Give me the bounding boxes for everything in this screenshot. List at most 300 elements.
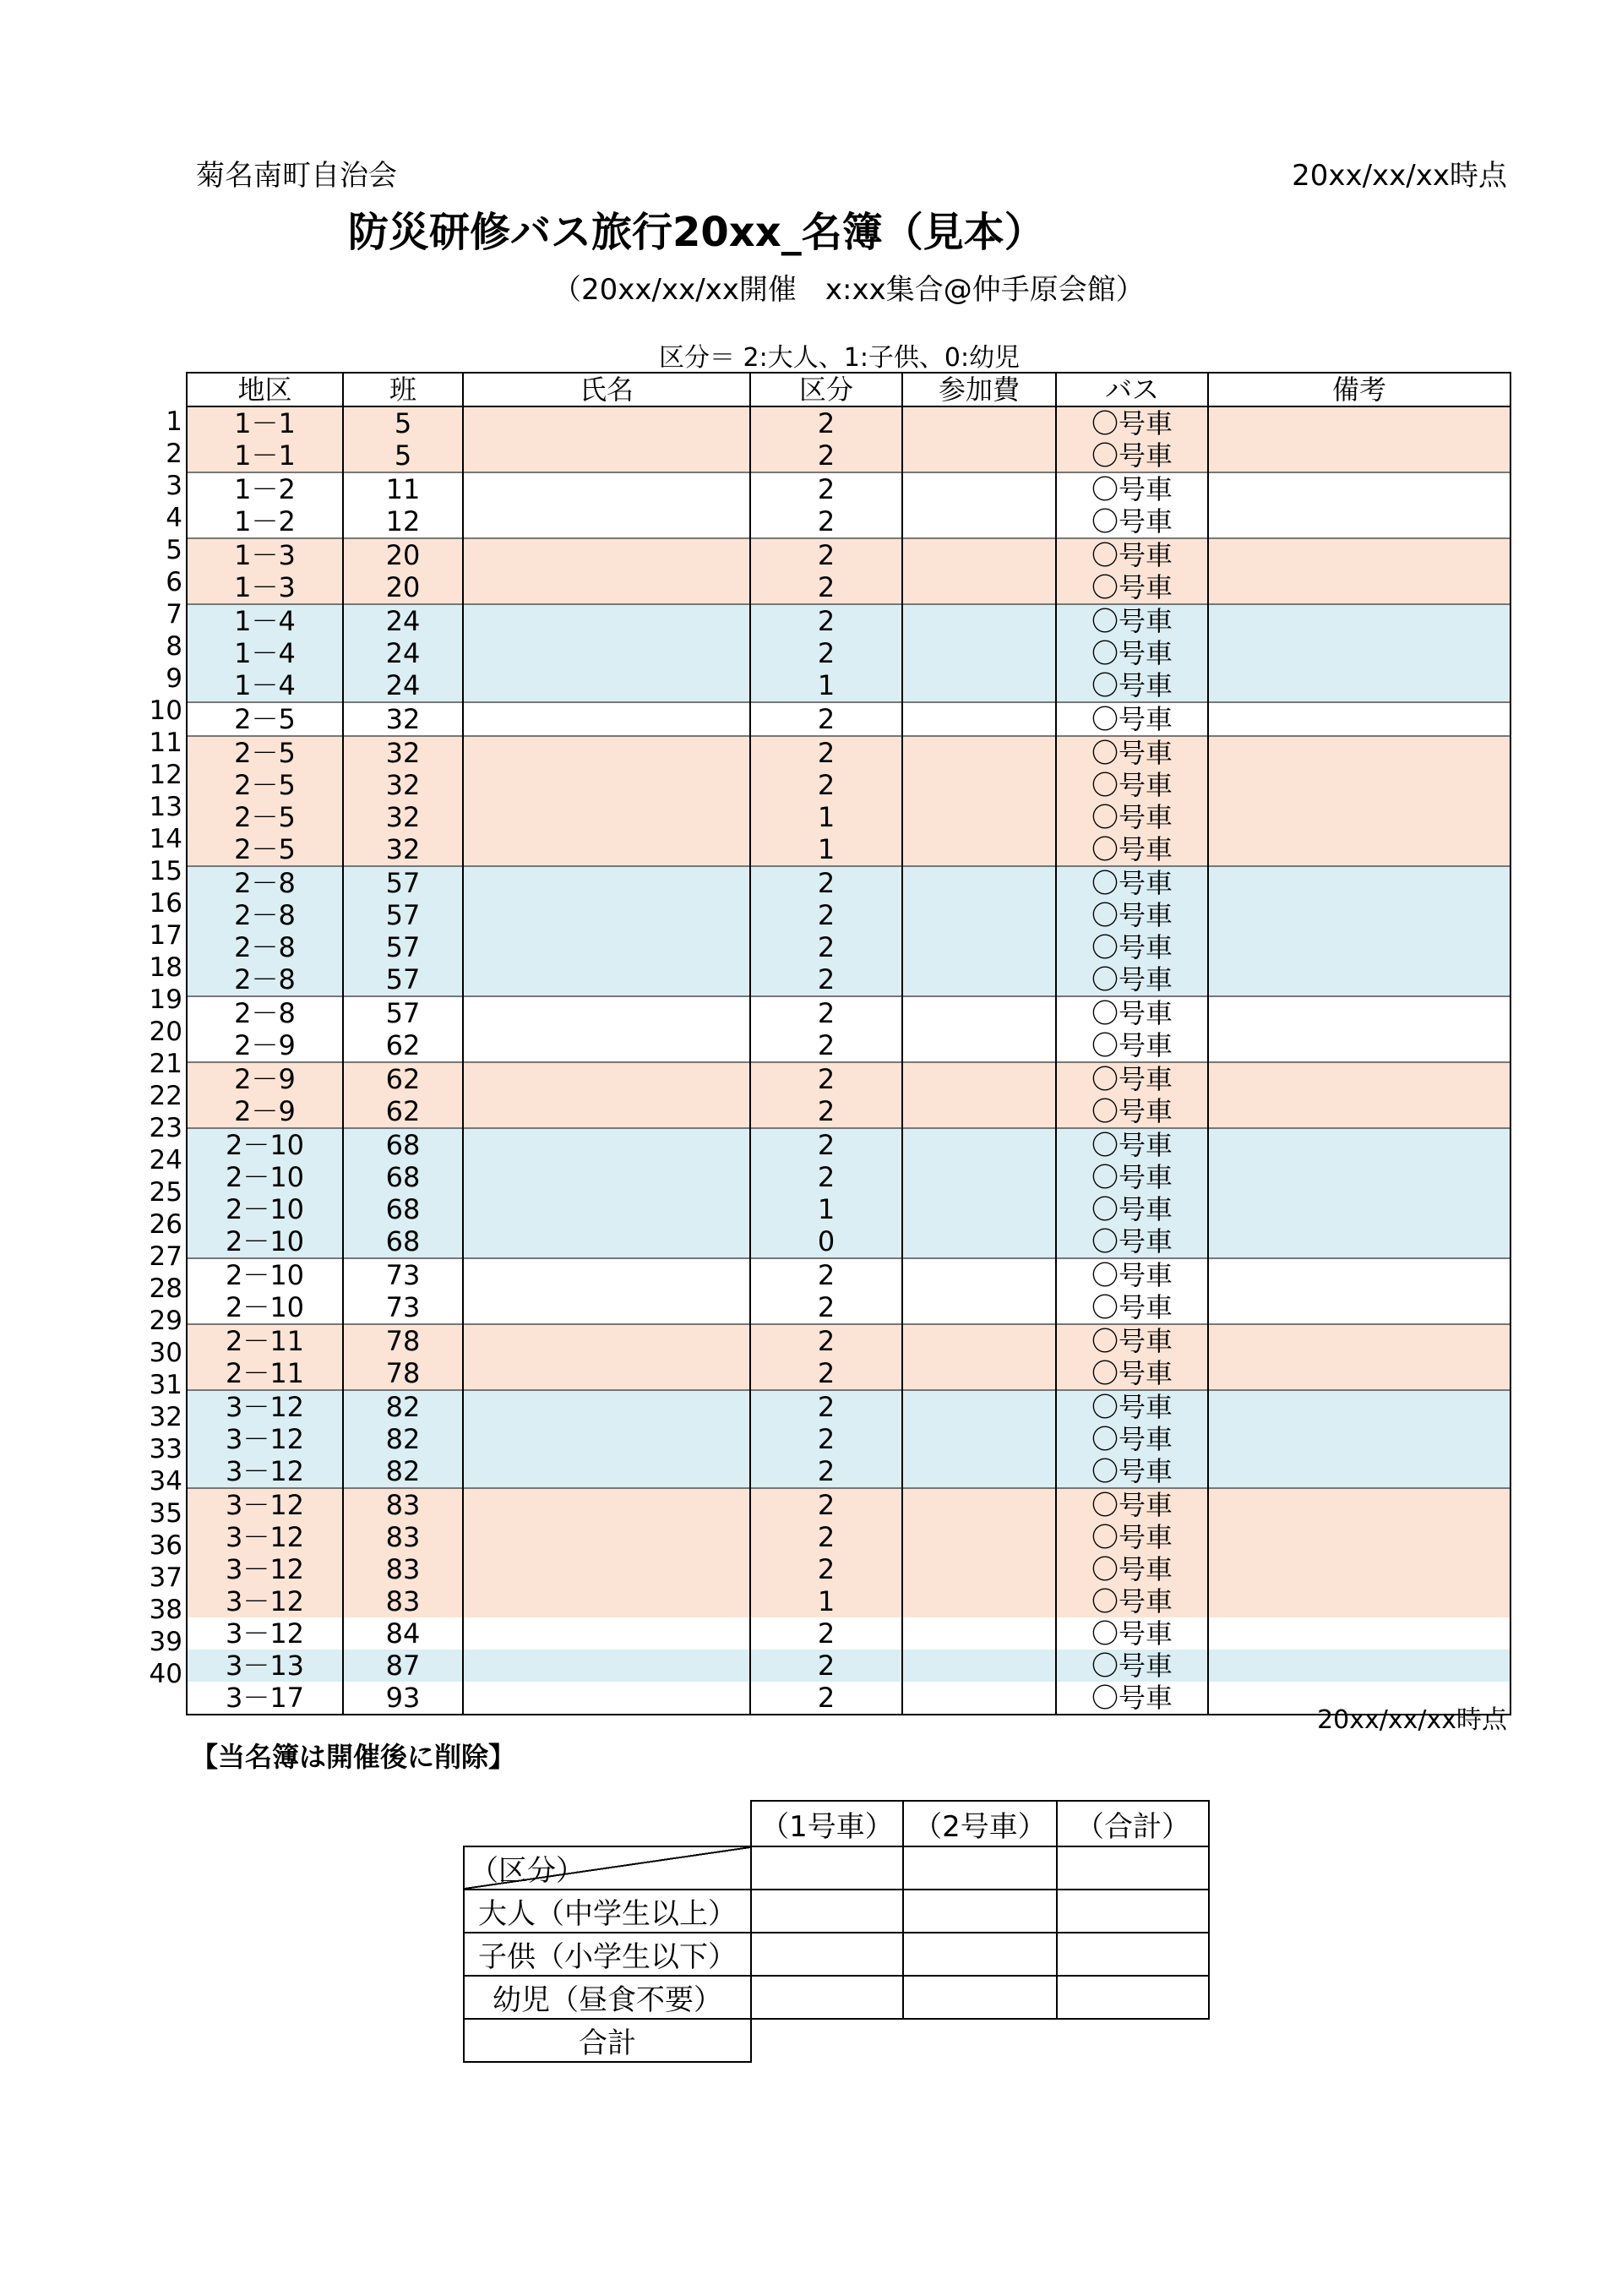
row-han-cell: 32	[343, 769, 463, 801]
row-fee-cell[interactable]	[902, 1423, 1056, 1455]
table-row	[187, 1553, 1510, 1585]
row-fee-cell[interactable]	[902, 1095, 1056, 1128]
row-remarks-cell[interactable]	[1208, 439, 1510, 472]
row-han-cell: 57	[343, 996, 463, 1029]
row-fee-cell[interactable]	[902, 1324, 1056, 1357]
row-category-cell: 2	[750, 736, 902, 769]
summary-row-total: 合計	[464, 2019, 751, 2062]
summary-header-bus2: （2号車）	[903, 1801, 1057, 1846]
row-name-cell[interactable]	[463, 996, 750, 1029]
row-han-cell: 32	[343, 833, 463, 866]
row-category-cell: 2	[750, 1029, 902, 1062]
row-fee-cell[interactable]	[902, 1258, 1056, 1291]
row-name-cell[interactable]	[463, 637, 750, 669]
row-name-cell[interactable]	[463, 1617, 750, 1650]
row-name-cell[interactable]	[463, 801, 750, 833]
column-header-area: 地区	[187, 373, 343, 406]
table-row	[187, 1455, 1510, 1488]
row-fee-cell[interactable]	[902, 1617, 1056, 1650]
row-name-cell[interactable]	[463, 1062, 750, 1095]
row-category-cell: 2	[750, 538, 902, 571]
row-han-cell: 73	[343, 1258, 463, 1291]
row-number: 23	[149, 1113, 182, 1143]
row-bus-cell: 〇号車	[1056, 963, 1208, 996]
row-name-cell[interactable]	[463, 1488, 750, 1521]
row-fee-cell[interactable]	[902, 1455, 1056, 1488]
row-area-cell: 1－2	[187, 472, 343, 505]
row-remarks-cell[interactable]	[1208, 604, 1510, 637]
table-row	[187, 1682, 1510, 1715]
row-fee-cell[interactable]	[902, 1029, 1056, 1062]
row-fee-cell[interactable]	[902, 505, 1056, 538]
row-fee-cell[interactable]	[902, 736, 1056, 769]
row-area-cell: 2－5	[187, 801, 343, 833]
row-area-cell: 1－3	[187, 538, 343, 571]
summary-row-infant: 幼児（昼食不要）	[464, 1976, 751, 2019]
row-han-cell: 32	[343, 736, 463, 769]
row-fee-cell[interactable]	[902, 1128, 1056, 1161]
column-header-remarks: 備考	[1208, 373, 1510, 406]
table-row	[187, 736, 1510, 769]
row-number: 17	[149, 920, 182, 951]
row-remarks-cell[interactable]	[1208, 963, 1510, 996]
row-name-cell[interactable]	[463, 1390, 750, 1423]
row-han-cell: 83	[343, 1585, 463, 1617]
row-fee-cell[interactable]	[902, 833, 1056, 866]
row-area-cell: 3－12	[187, 1423, 343, 1455]
row-name-cell[interactable]	[463, 439, 750, 472]
row-han-cell: 57	[343, 899, 463, 931]
row-han-cell: 68	[343, 1161, 463, 1193]
row-han-cell: 82	[343, 1455, 463, 1488]
row-remarks-cell[interactable]	[1208, 996, 1510, 1029]
row-fee-cell[interactable]	[902, 538, 1056, 571]
row-category-cell: 0	[750, 1225, 902, 1258]
row-fee-cell[interactable]	[902, 899, 1056, 931]
row-fee-cell[interactable]	[902, 1553, 1056, 1585]
as-of-date: 20xx/xx/xx時点	[1292, 159, 1507, 193]
row-area-cell: 3－17	[187, 1682, 343, 1715]
row-remarks-cell[interactable]	[1208, 1357, 1510, 1390]
summary-cell[interactable]	[903, 1976, 1057, 2019]
row-remarks-cell[interactable]	[1208, 1650, 1510, 1682]
row-name-cell[interactable]	[463, 406, 750, 439]
table-row	[187, 1029, 1510, 1062]
row-han-cell: 78	[343, 1324, 463, 1357]
row-name-cell[interactable]	[463, 571, 750, 604]
row-han-cell: 68	[343, 1225, 463, 1258]
deletion-note: 【当名簿は開催後に削除】	[191, 1741, 516, 1773]
row-bus-cell: 〇号車	[1056, 866, 1208, 899]
row-name-cell[interactable]	[463, 1161, 750, 1193]
row-name-cell[interactable]	[463, 963, 750, 996]
row-remarks-cell[interactable]	[1208, 1062, 1510, 1095]
row-name-cell[interactable]	[463, 1455, 750, 1488]
row-name-cell[interactable]	[463, 833, 750, 866]
row-category-cell: 2	[750, 1390, 902, 1423]
row-fee-cell[interactable]	[902, 637, 1056, 669]
row-remarks-cell[interactable]	[1208, 1029, 1510, 1062]
row-remarks-cell[interactable]	[1208, 1324, 1510, 1357]
row-remarks-cell[interactable]	[1208, 1095, 1510, 1128]
row-name-cell[interactable]	[463, 669, 750, 702]
row-fee-cell[interactable]	[902, 439, 1056, 472]
row-area-cell: 1－4	[187, 604, 343, 637]
row-remarks-cell[interactable]	[1208, 801, 1510, 833]
table-row	[187, 1291, 1510, 1324]
table-row	[187, 801, 1510, 833]
row-number: 28	[149, 1273, 182, 1304]
summary-cell[interactable]	[903, 1890, 1057, 1933]
row-area-cell: 3－12	[187, 1488, 343, 1521]
row-area-cell: 2－11	[187, 1357, 343, 1390]
row-remarks-cell[interactable]	[1208, 505, 1510, 538]
row-fee-cell[interactable]	[902, 1357, 1056, 1390]
row-fee-cell[interactable]	[902, 1682, 1056, 1715]
table-row	[187, 1585, 1510, 1617]
row-bus-cell: 〇号車	[1056, 1062, 1208, 1095]
row-bus-cell: 〇号車	[1056, 1682, 1208, 1715]
table-row	[187, 1128, 1510, 1161]
row-category-cell: 2	[750, 406, 902, 439]
row-han-cell: 68	[343, 1193, 463, 1225]
row-fee-cell[interactable]	[902, 1488, 1056, 1521]
row-fee-cell[interactable]	[902, 801, 1056, 833]
row-name-cell[interactable]	[463, 1682, 750, 1715]
row-name-cell[interactable]	[463, 1521, 750, 1553]
row-number: 20	[149, 1017, 182, 1047]
summary-cell[interactable]	[751, 1933, 903, 1976]
row-fee-cell[interactable]	[902, 571, 1056, 604]
row-remarks-cell[interactable]	[1208, 1585, 1510, 1617]
row-name-cell[interactable]	[463, 1423, 750, 1455]
row-name-cell[interactable]	[463, 702, 750, 736]
row-area-cell: 2－10	[187, 1128, 343, 1161]
row-remarks-cell[interactable]	[1208, 1161, 1510, 1193]
row-fee-cell[interactable]	[902, 702, 1056, 736]
roster-body	[187, 406, 1510, 1715]
row-fee-cell[interactable]	[902, 1390, 1056, 1423]
row-fee-cell[interactable]	[902, 1225, 1056, 1258]
row-category-cell: 2	[750, 1062, 902, 1095]
row-han-cell: 5	[343, 439, 463, 472]
summary-cell[interactable]	[1057, 1976, 1209, 2019]
row-number: 25	[149, 1177, 182, 1208]
row-category-cell: 1	[750, 801, 902, 833]
row-fee-cell[interactable]	[902, 963, 1056, 996]
row-area-cell: 2－8	[187, 899, 343, 931]
row-category-cell: 2	[750, 604, 902, 637]
row-name-cell[interactable]	[463, 1029, 750, 1062]
row-category-cell: 2	[750, 866, 902, 899]
table-row	[187, 1390, 1510, 1423]
row-han-cell: 78	[343, 1357, 463, 1390]
row-han-cell: 82	[343, 1423, 463, 1455]
row-category-cell: 2	[750, 899, 902, 931]
row-name-cell[interactable]	[463, 1357, 750, 1390]
row-han-cell: 24	[343, 637, 463, 669]
row-name-cell[interactable]	[463, 472, 750, 505]
row-bus-cell: 〇号車	[1056, 833, 1208, 866]
row-number: 4	[166, 503, 182, 533]
row-remarks-cell[interactable]	[1208, 899, 1510, 931]
row-fee-cell[interactable]	[902, 996, 1056, 1029]
row-name-cell[interactable]	[463, 1291, 750, 1324]
row-remarks-cell[interactable]	[1208, 538, 1510, 571]
row-remarks-cell[interactable]	[1208, 1521, 1510, 1553]
row-remarks-cell[interactable]	[1208, 571, 1510, 604]
row-bus-cell: 〇号車	[1056, 1488, 1208, 1521]
row-fee-cell[interactable]	[902, 931, 1056, 963]
table-row	[187, 1161, 1510, 1193]
summary-cell[interactable]	[903, 1846, 1057, 1890]
table-row	[187, 1193, 1510, 1225]
row-number: 18	[149, 952, 182, 983]
table-row	[187, 1617, 1510, 1650]
row-fee-cell[interactable]	[902, 604, 1056, 637]
table-row	[187, 769, 1510, 801]
summary-row-adult: 大人（中学生以上）	[464, 1890, 751, 1933]
row-fee-cell[interactable]	[902, 406, 1056, 439]
table-row	[187, 538, 1510, 571]
row-remarks-cell[interactable]	[1208, 1258, 1510, 1291]
row-han-cell: 57	[343, 931, 463, 963]
row-area-cell: 1－4	[187, 669, 343, 702]
row-category-cell: 1	[750, 833, 902, 866]
row-bus-cell: 〇号車	[1056, 1650, 1208, 1682]
row-fee-cell[interactable]	[902, 866, 1056, 899]
row-remarks-cell[interactable]	[1208, 637, 1510, 669]
row-area-cell: 2－8	[187, 866, 343, 899]
row-number: 5	[166, 535, 182, 565]
row-area-cell: 1－2	[187, 505, 343, 538]
category-legend: 区分＝ 2:大人、1:子供、0:幼児	[659, 343, 1021, 373]
summary-cell[interactable]	[1057, 1933, 1209, 1976]
row-remarks-cell[interactable]	[1208, 1128, 1510, 1161]
row-name-cell[interactable]	[463, 1095, 750, 1128]
row-han-cell: 20	[343, 538, 463, 571]
row-number: 39	[149, 1627, 182, 1657]
row-category-cell: 2	[750, 1553, 902, 1585]
row-remarks-cell[interactable]	[1208, 1553, 1510, 1585]
row-name-cell[interactable]	[463, 505, 750, 538]
row-bus-cell: 〇号車	[1056, 1423, 1208, 1455]
row-number: 1	[166, 406, 182, 437]
row-fee-cell[interactable]	[902, 1521, 1056, 1553]
table-row	[187, 669, 1510, 702]
table-row	[187, 1095, 1510, 1128]
row-category-cell: 2	[750, 571, 902, 604]
row-remarks-cell[interactable]	[1208, 769, 1510, 801]
row-han-cell: 5	[343, 406, 463, 439]
row-category-cell: 2	[750, 769, 902, 801]
row-category-cell: 2	[750, 472, 902, 505]
summary-cell[interactable]	[751, 1846, 903, 1890]
row-fee-cell[interactable]	[902, 1291, 1056, 1324]
row-bus-cell: 〇号車	[1056, 472, 1208, 505]
row-number: 15	[149, 856, 182, 886]
row-remarks-cell[interactable]	[1208, 833, 1510, 866]
row-number: 10	[149, 695, 182, 726]
summary-row-child: 子供（小学生以下）	[464, 1933, 751, 1976]
row-name-cell[interactable]	[463, 1225, 750, 1258]
row-name-cell[interactable]	[463, 538, 750, 571]
row-bus-cell: 〇号車	[1056, 1029, 1208, 1062]
row-han-cell: 87	[343, 1650, 463, 1682]
table-row	[187, 439, 1510, 472]
row-name-cell[interactable]	[463, 736, 750, 769]
row-number: 34	[149, 1466, 182, 1497]
row-han-cell: 84	[343, 1617, 463, 1650]
row-name-cell[interactable]	[463, 769, 750, 801]
row-area-cell: 3－12	[187, 1553, 343, 1585]
row-area-cell: 2－10	[187, 1258, 343, 1291]
row-name-cell[interactable]	[463, 1324, 750, 1357]
row-area-cell: 2－10	[187, 1161, 343, 1193]
row-category-cell: 2	[750, 1128, 902, 1161]
row-bus-cell: 〇号車	[1056, 1390, 1208, 1423]
row-bus-cell: 〇号車	[1056, 1161, 1208, 1193]
row-han-cell: 73	[343, 1291, 463, 1324]
row-remarks-cell[interactable]	[1208, 1488, 1510, 1521]
bus-summary-table	[463, 1800, 1210, 2063]
row-remarks-cell[interactable]	[1208, 472, 1510, 505]
row-name-cell[interactable]	[463, 1650, 750, 1682]
row-bus-cell: 〇号車	[1056, 931, 1208, 963]
row-remarks-cell[interactable]	[1208, 1390, 1510, 1423]
column-header-name: 氏名	[463, 373, 750, 406]
row-bus-cell: 〇号車	[1056, 801, 1208, 833]
table-row	[187, 1488, 1510, 1521]
row-area-cell: 2－5	[187, 736, 343, 769]
row-remarks-cell[interactable]	[1208, 1617, 1510, 1650]
table-row	[187, 1650, 1510, 1682]
row-area-cell: 2－10	[187, 1291, 343, 1324]
row-category-cell: 2	[750, 963, 902, 996]
row-name-cell[interactable]	[463, 604, 750, 637]
summary-cell[interactable]	[751, 1890, 903, 1933]
row-fee-cell[interactable]	[902, 1585, 1056, 1617]
row-bus-cell: 〇号車	[1056, 1193, 1208, 1225]
summary-cell[interactable]	[1057, 1890, 1209, 1933]
summary-cell[interactable]	[751, 1976, 903, 2019]
row-remarks-cell[interactable]	[1208, 931, 1510, 963]
row-area-cell: 3－12	[187, 1585, 343, 1617]
row-fee-cell[interactable]	[902, 669, 1056, 702]
row-fee-cell[interactable]	[902, 472, 1056, 505]
row-name-cell[interactable]	[463, 1585, 750, 1617]
row-category-cell: 2	[750, 931, 902, 963]
row-bus-cell: 〇号車	[1056, 1553, 1208, 1585]
row-category-cell: 2	[750, 505, 902, 538]
row-name-cell[interactable]	[463, 931, 750, 963]
row-number: 21	[149, 1049, 182, 1079]
row-area-cell: 2－5	[187, 769, 343, 801]
row-remarks-cell[interactable]	[1208, 1225, 1510, 1258]
row-name-cell[interactable]	[463, 1193, 750, 1225]
row-name-cell[interactable]	[463, 1128, 750, 1161]
row-remarks-cell[interactable]	[1208, 406, 1510, 439]
summary-cell[interactable]	[1057, 1846, 1209, 1890]
summary-cell[interactable]	[903, 1933, 1057, 1976]
table-row	[187, 472, 1510, 505]
row-category-cell: 2	[750, 1357, 902, 1390]
row-area-cell: 1－4	[187, 637, 343, 669]
row-name-cell[interactable]	[463, 866, 750, 899]
row-bus-cell: 〇号車	[1056, 899, 1208, 931]
table-row	[187, 1258, 1510, 1291]
row-fee-cell[interactable]	[902, 1062, 1056, 1095]
row-bus-cell: 〇号車	[1056, 1095, 1208, 1128]
row-area-cell: 2－8	[187, 996, 343, 1029]
roster-header-row	[187, 373, 1510, 406]
row-fee-cell[interactable]	[902, 1161, 1056, 1193]
row-category-cell: 2	[750, 1650, 902, 1682]
row-number: 40	[149, 1659, 182, 1689]
table-row	[187, 1357, 1510, 1390]
row-number: 14	[149, 824, 182, 854]
summary-corner-blank	[464, 1801, 751, 1846]
table-row	[187, 866, 1510, 899]
row-han-cell: 57	[343, 866, 463, 899]
row-category-cell: 2	[750, 1617, 902, 1650]
row-category-cell: 2	[750, 702, 902, 736]
row-remarks-cell[interactable]	[1208, 866, 1510, 899]
row-category-cell: 2	[750, 996, 902, 1029]
organization-name: 菊名南町自治会	[196, 159, 397, 193]
row-fee-cell[interactable]	[902, 769, 1056, 801]
event-subtitle: （20xx/xx/xx開催 x:xx集合@仲手原会館）	[552, 273, 1145, 307]
row-han-cell: 32	[343, 801, 463, 833]
row-remarks-cell[interactable]	[1208, 1193, 1510, 1225]
row-han-cell: 68	[343, 1128, 463, 1161]
row-bus-cell: 〇号車	[1056, 769, 1208, 801]
row-area-cell: 2－10	[187, 1193, 343, 1225]
table-row	[187, 505, 1510, 538]
row-remarks-cell[interactable]	[1208, 1291, 1510, 1324]
row-han-cell: 57	[343, 963, 463, 996]
row-number: 33	[149, 1434, 182, 1464]
row-fee-cell[interactable]	[902, 1193, 1056, 1225]
row-remarks-cell[interactable]	[1208, 736, 1510, 769]
row-remarks-cell[interactable]	[1208, 702, 1510, 736]
row-remarks-cell[interactable]	[1208, 669, 1510, 702]
row-han-cell: 93	[343, 1682, 463, 1715]
summary-blank	[751, 2019, 903, 2062]
row-number: 24	[149, 1145, 182, 1175]
row-area-cell: 2－11	[187, 1324, 343, 1357]
row-han-cell: 83	[343, 1521, 463, 1553]
table-row	[187, 1324, 1510, 1357]
row-name-cell[interactable]	[463, 1258, 750, 1291]
row-bus-cell: 〇号車	[1056, 1258, 1208, 1291]
row-bus-cell: 〇号車	[1056, 538, 1208, 571]
row-remarks-cell[interactable]	[1208, 1455, 1510, 1488]
row-name-cell[interactable]	[463, 1553, 750, 1585]
row-number: 31	[149, 1370, 182, 1400]
row-category-cell: 1	[750, 1585, 902, 1617]
row-bus-cell: 〇号車	[1056, 669, 1208, 702]
page-title: 防災研修バス旅行20xx_名簿（見本）	[348, 209, 1045, 256]
row-bus-cell: 〇号車	[1056, 505, 1208, 538]
row-area-cell: 1－1	[187, 406, 343, 439]
row-bus-cell: 〇号車	[1056, 604, 1208, 637]
row-name-cell[interactable]	[463, 899, 750, 931]
row-area-cell: 2－9	[187, 1029, 343, 1062]
row-fee-cell[interactable]	[902, 1650, 1056, 1682]
row-remarks-cell[interactable]	[1208, 1423, 1510, 1455]
table-row	[187, 1062, 1510, 1095]
